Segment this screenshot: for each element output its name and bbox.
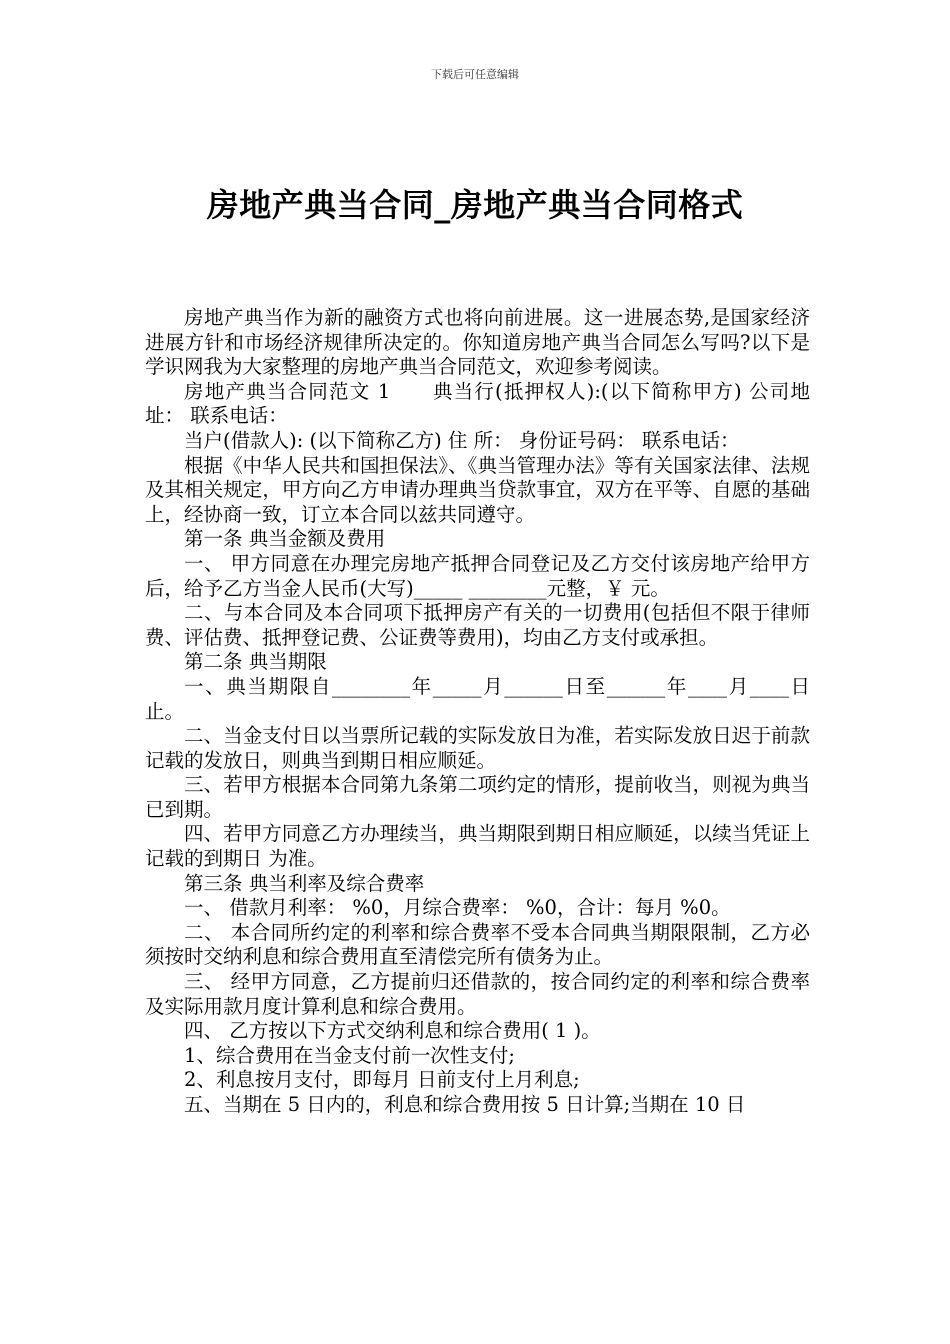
paragraph: 一、典当期限自________年_____月______日至______年____月____日止。 bbox=[145, 674, 810, 723]
paragraph: 房地产典当作为新的融资方式也将向前进展。这一进展态势,是国家经济进展方针和市场经济规律所决定的。你知道房地产典当合同怎么写吗?以下是学识网我为大家整理的房地产典当合同范文，欢迎参考阅读。 bbox=[145, 306, 810, 379]
paragraph: 四、若甲方同意乙方办理续当，典当期限到期日相应顺延，以续当凭证上记载的到期日 为准。 bbox=[145, 822, 810, 871]
paragraph: 一、 借款月利率： %0，月综合费率： %0，合计：每月 %0。 bbox=[184, 896, 731, 920]
paragraph: 二、 本合同所约定的利率和综合费率不受本合同典当期限限制，乙方必须按时交纳利息和综合费用直至清偿完所有债务为止。 bbox=[145, 920, 810, 969]
header-note: 下载后可任意编辑 bbox=[431, 68, 519, 81]
paragraph: 2、利息按月支付，即每月 日前支付上月利息; bbox=[184, 1068, 580, 1092]
paragraph: 三、若甲方根据本合同第九条第二项约定的情形，提前收当，则视为典当已到期。 bbox=[145, 773, 810, 821]
paragraph: 二、当金支付日以当票所记载的实际发放日为准，若实际发放日迟于前款记载的发放日，则典当到期日相应顺延。 bbox=[145, 724, 810, 772]
paragraph: 四、 乙方按以下方式交纳利息和综合费用( 1 )。 bbox=[184, 1019, 601, 1043]
document-title: 房地产典当合同_房地产典当合同格式 bbox=[206, 186, 744, 224]
paragraph: 1、综合费用在当金支付前一次性支付; bbox=[184, 1043, 515, 1067]
paragraph: 五、当期在 5 日内的，利息和综合费用按 5 日计算;当期在 10 日 bbox=[184, 1093, 746, 1116]
section-heading: 第一条 典当金额及费用 bbox=[184, 527, 386, 551]
document-body bbox=[145, 306, 810, 1118]
paragraph: 二、与本合同及本合同项下抵押房产有关的一切费用(包括但不限于律师费、评估费、抵押登记费、公证费等费用)，均由乙方支付或承担。 bbox=[145, 601, 810, 649]
section-heading: 第二条 典当期限 bbox=[184, 650, 327, 674]
section-heading: 第三条 典当利率及综合费率 bbox=[184, 871, 425, 895]
paragraph: 三、 经甲方同意，乙方提前归还借款的，按合同约定的利率和综合费率及实际用款月度计算利息和综合费用。 bbox=[145, 970, 810, 1018]
paragraph: 房地产典当合同范文 1 典当行(抵押权人):(以下简称甲方) 公司地址： 联系电话： bbox=[145, 379, 810, 428]
paragraph: 当户(借款人): (以下简称乙方) 住 所： 身份证号码： 联系电话： bbox=[184, 428, 740, 452]
paragraph: 根据《中华人民共和国担保法》、《典当管理办法》等有关国家法律、法规及其相关规定，甲方向乙方申请办理典当贷款事宜，双方在平等、自愿的基础上，经协商一致，订立本合同以兹共同遵守。 bbox=[145, 453, 810, 526]
paragraph: 一、 甲方同意在办理完房地产抵押合同登记及乙方交付该房地产给甲方后，给予乙方当金人民币(大写)_____ ________元整，￥ 元。 bbox=[145, 551, 810, 600]
